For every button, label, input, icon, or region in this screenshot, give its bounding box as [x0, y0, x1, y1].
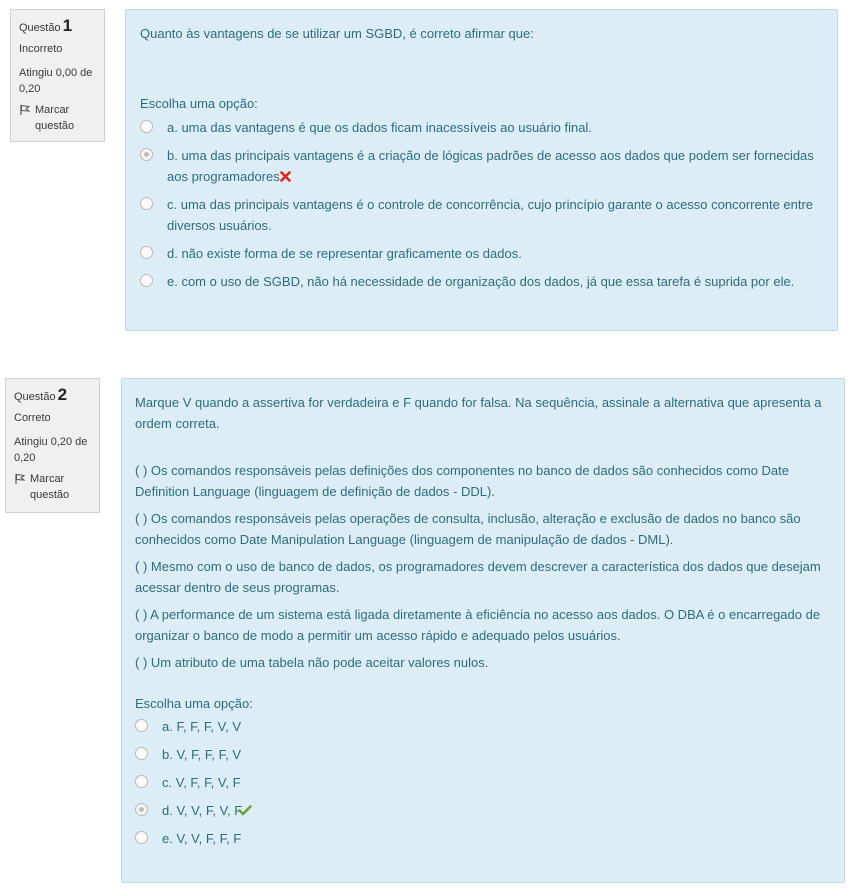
question-1-content: [125, 9, 838, 331]
flag-icon: [19, 104, 31, 116]
q2-option-d[interactable]: d. V, V, F, V, F: [135, 800, 826, 821]
statement: ( ) A performance de um sistema está ligada diretamente à eficiência no acesso aos dados. O DBA é o encarregado de organizar o banco de modo a permitir um acesso rápido e adequado pelos usuários.: [135, 607, 821, 643]
radio-button-selected[interactable]: [135, 803, 148, 816]
q2-option-b[interactable]: b. V, F, F, F, V: [135, 744, 826, 765]
flag-icon: [14, 473, 26, 485]
correct-check-icon: [238, 805, 252, 816]
question-2-flag-link[interactable]: Marcar questão: [14, 471, 91, 503]
q2-option-e[interactable]: e. V, V, F, F, F: [135, 828, 826, 849]
question-2-text: Marque V quando a assertiva for verdadeira e F quando for falsa. Na sequência, assinale a alternativa que apresenta a ordem correta.: [135, 395, 822, 431]
statement: ( ) Um atributo de uma tabela não pode aceitar valores nulos.: [135, 655, 489, 670]
question-2-info: [5, 378, 100, 513]
question-2-prompt: Escolha uma opção:: [135, 696, 253, 711]
incorrect-x-icon: [280, 171, 291, 182]
radio-button[interactable]: [135, 719, 148, 732]
question-2-content: [121, 378, 845, 883]
question-2-state: Correto: [14, 412, 51, 424]
radio-button[interactable]: [135, 775, 148, 788]
radio-button[interactable]: [140, 120, 153, 133]
question-1-options: [140, 117, 819, 292]
question-2-options: [135, 716, 826, 849]
q1-option-c[interactable]: c. uma das principais vantagens é o controle de concorrência, cujo princípio garante o acesso concorrente entre diversos usuários.: [140, 194, 819, 236]
radio-button-selected[interactable]: [140, 148, 153, 161]
radio-button[interactable]: [140, 246, 153, 259]
q2-option-a[interactable]: a. F, F, F, V, V: [135, 716, 826, 737]
q1-option-d[interactable]: d. não existe forma de se representar graficamente os dados.: [140, 243, 819, 264]
question-1-prompt: Escolha uma opção:: [140, 96, 258, 111]
statement: ( ) Os comandos responsáveis pelas definições dos componentes no banco de dados são conhecidos como Date Definition Language (linguagem de definição de dados - DDL).: [135, 463, 789, 499]
q1-option-a[interactable]: a. uma das vantagens é que os dados ficam inacessíveis ao usuário final.: [140, 117, 819, 138]
question-1-text: Quanto às vantagens de se utilizar um SGBD, é correto afirmar que:: [140, 26, 534, 41]
statement: ( ) Mesmo com o uso de banco de dados, os programadores devem descrever a característica dos dados que desejam acessar dentro de seus programas.: [135, 559, 821, 595]
question-2-statements: [135, 460, 826, 673]
question-1-grade: Atingiu 0,00 de 0,20: [19, 67, 93, 95]
q1-option-e[interactable]: e. com o uso de SGBD, não há necessidade de organização dos dados, já que essa tarefa é suprida por ele.: [140, 271, 819, 292]
question-1-flag-link[interactable]: Marcar questão: [19, 102, 96, 134]
radio-button[interactable]: [140, 274, 153, 287]
question-1-info: [10, 9, 105, 142]
radio-button[interactable]: [140, 197, 153, 210]
q2-option-c[interactable]: c. V, F, F, V, F: [135, 772, 826, 793]
question-2-grade: Atingiu 0,20 de 0,20: [14, 436, 88, 464]
question-2-number: Questão 2: [14, 385, 68, 404]
question-1-number: Questão 1: [19, 16, 73, 35]
radio-button[interactable]: [135, 747, 148, 760]
statement: ( ) Os comandos responsáveis pelas operações de consulta, inclusão, alteração e exclusão de dados no banco são conhecidos como Date Manipulation Language (linguagem de manipulação de dados - DML).: [135, 511, 801, 547]
radio-button[interactable]: [135, 831, 148, 844]
question-1-state: Incorreto: [19, 43, 63, 55]
q1-option-b[interactable]: b. uma das principais vantagens é a criação de lógicas padrões de acesso aos dados que podem ser fornecidas aos programadores: [140, 145, 819, 187]
